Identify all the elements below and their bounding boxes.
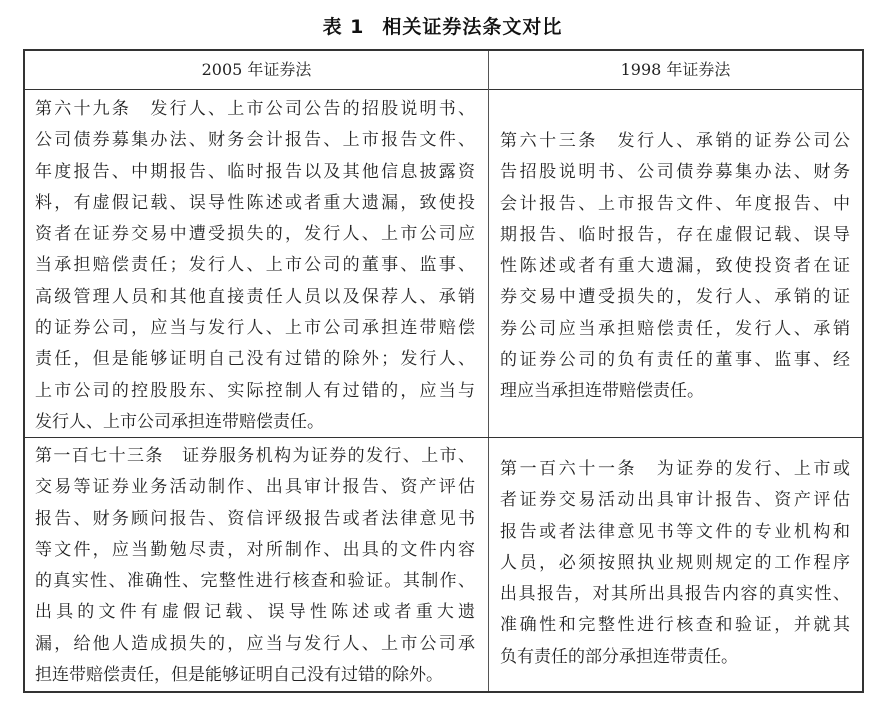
text-line: 的真实性、准确性、完整性进行核查和验证。其制作、 <box>35 571 475 592</box>
text-line: 担连带赔偿责任，但是能够证明自己没有过错的除外。 <box>35 665 443 686</box>
text-line: 第一百六十一条 为证券的发行、上市或 <box>500 459 850 479</box>
table-number: 表 1 <box>322 16 365 38</box>
comparison-table <box>23 49 864 693</box>
text-line: 期报告、临时报告，存在虚假记载、误导 <box>500 224 850 245</box>
text-line: 者证券交易活动出具审计报告、资产评估 <box>500 490 850 511</box>
text-line: 资者在证券交易中遭受损失的，发行人、上市公司应 <box>35 224 475 245</box>
text-line: 理应当承担连带赔偿责任。 <box>500 381 704 402</box>
text-line: 上市公司的控股股东、实际控制人有过错的，应当与 <box>35 380 475 401</box>
text-line: 出具报告，对其所出具报告内容的真实性、 <box>500 584 850 605</box>
text-line: 性陈述或者有重大遗漏，致使投资者在证 <box>500 256 850 277</box>
text-line: 漏，给他人造成损失的，应当与发行人、上市公司承 <box>35 633 475 654</box>
text-line: 报告或者法律意见书等文件的专业机构和 <box>500 521 850 542</box>
header-2005-law: 2005 年证券法 <box>201 60 312 79</box>
text-line: 当承担赔偿责任；发行人、上市公司的董事、监事、 <box>35 255 475 276</box>
text-line: 第六十九条 发行人、上市公司公告的招股说明书、 <box>35 99 475 119</box>
text-line: 高级管理人员和其他直接责任人员以及保荐人、承销 <box>35 286 475 307</box>
text-line: 人员，必须按照执业规则规定的工作程序 <box>500 552 850 573</box>
row2-2005-cell <box>35 441 475 691</box>
text-line: 券交易中遭受损失的，发行人、承销的证 <box>500 287 850 308</box>
row1-2005-cell <box>35 94 475 438</box>
text-line: 等文件，应当勤勉尽责，对所制作、出具的文件内容 <box>35 539 475 560</box>
text-line: 报告、财务顾问报告、资信评级报告或者法律意见书 <box>35 508 475 529</box>
header-1998-law: 1998 年证券法 <box>620 60 731 79</box>
table-caption: 相关证券法条文对比 <box>382 16 563 38</box>
table-header-row <box>25 51 862 90</box>
table-title <box>0 12 885 39</box>
row2-1998-cell <box>500 454 850 673</box>
text-line: 第一百七十三条 证券服务机构为证券的发行、上市、 <box>35 446 475 466</box>
text-line: 责任，但是能够证明自己没有过错的除外；发行人、 <box>35 349 475 370</box>
text-line: 会计报告、上市报告文件、年度报告、中 <box>500 193 850 214</box>
text-line: 交易等证券业务活动制作、出具审计报告、资产评估 <box>35 477 475 498</box>
text-line: 券公司应当承担赔偿责任，发行人、承销 <box>500 318 850 339</box>
text-line: 公司债券募集办法、财务会计报告、上市报告文件、 <box>35 130 475 151</box>
text-line: 年度报告、中期报告、临时报告以及其他信息披露资 <box>35 161 475 182</box>
text-line: 发行人、上市公司承担连带赔偿责任。 <box>35 411 324 432</box>
text-line: 的证券公司，应当与发行人、上市公司承担连带赔偿 <box>35 318 475 339</box>
text-line: 的证券公司的负有责任的董事、监事、经 <box>500 350 850 371</box>
text-line: 负有责任的部分承担连带责任。 <box>500 646 738 667</box>
text-line: 第六十三条 发行人、承销的证券公司公 <box>500 131 850 151</box>
text-line: 准确性和完整性进行核查和验证，并就其 <box>500 615 850 636</box>
text-line: 出具的文件有虚假记载、误导性陈述或者重大遗 <box>35 602 475 623</box>
column-divider <box>488 51 489 691</box>
row1-1998-cell <box>500 126 850 408</box>
text-line: 告招股说明书、公司债券募集办法、财务 <box>500 162 850 183</box>
text-line: 料，有虚假记载、误导性陈述或者重大遗漏，致使投 <box>35 192 475 213</box>
